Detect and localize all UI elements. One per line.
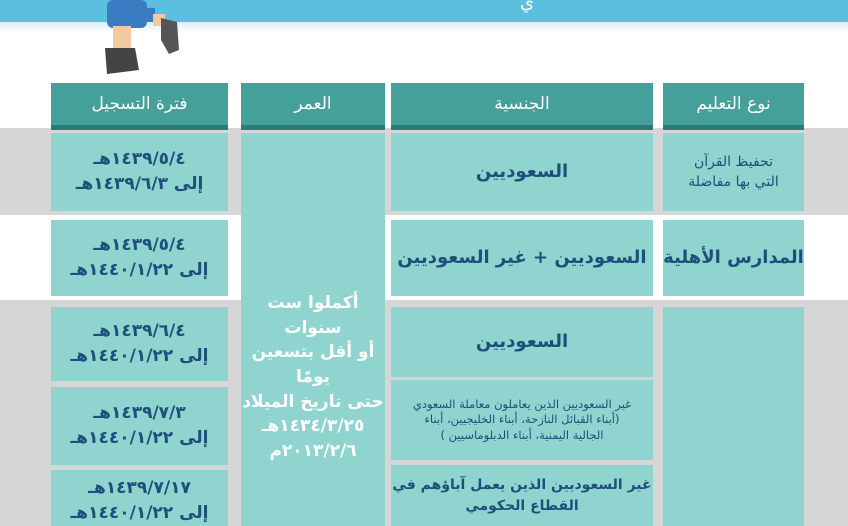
row4-nationality — [391, 380, 653, 460]
row2-nationality: السعوديين + غير السعوديين — [391, 220, 653, 296]
age-line3: أو أقل بتسعين — [251, 342, 375, 363]
mascot-illustration — [95, 0, 195, 80]
header-age: العمر — [241, 83, 385, 125]
age-line4: يومًا — [296, 366, 330, 387]
age-line5: حتى تاريخ الميلاد — [242, 391, 384, 412]
row5-nat-line1: غير السعوديين الذين يعمل آباؤهم في — [392, 477, 652, 494]
row1-period-to: إلى ١٤٣٩/٦/٣هـ — [75, 174, 204, 194]
row5-nationality — [391, 465, 653, 526]
rows3-5-education-type — [663, 307, 804, 526]
row5-period-to: إلى ١٤٤٠/١/٢٢هـ — [70, 502, 209, 523]
row3-nationality: السعوديين — [391, 307, 653, 377]
row4-period-to: إلى ١٤٤٠/١/٢٢هـ — [70, 428, 209, 448]
banner-text: ي — [520, 0, 535, 13]
row2-education-type: المدارس الأهلية — [663, 220, 804, 296]
row3-period-to: إلى ١٤٤٠/١/٢٢هـ — [70, 346, 209, 366]
header-nationality: الجنسية — [391, 83, 653, 125]
row5-period — [51, 470, 228, 526]
row5-nat-line2: القطاع الحكومي — [465, 497, 579, 514]
row4-period-from: ١٤٣٩/٧/٣هـ — [93, 403, 186, 424]
row1-education-type — [663, 133, 804, 211]
row4-nat-line3: الجالية اليمنية، أبناء الدبلوماسيين ) — [440, 427, 604, 442]
row1-period — [51, 133, 228, 211]
row3-period-from: ١٤٣٩/٦/٤هـ — [93, 321, 186, 342]
age-line7: ٢٠١٣/٢/٦م — [269, 440, 357, 461]
age-line6: ١٤٣٤/٣/٢٥هـ — [261, 416, 365, 437]
row3-period — [51, 307, 228, 381]
row4-nat-line1: غير السعوديين الذين يعاملون معاملة السعودي — [412, 396, 632, 411]
row1-type-line2: التي بها مفاضلة — [688, 174, 779, 190]
row1-nationality: السعوديين — [391, 133, 653, 211]
row4-nat-line2: (أبناء القبائل النازحة، أبناء الخليجيين، أبناء — [424, 412, 620, 427]
row4-period — [51, 387, 228, 465]
header-education-type: نوع التعليم — [663, 83, 804, 125]
row2-period-to: إلى ١٤٤٠/١/٢٢هـ — [70, 260, 209, 280]
row2-period-from: ١٤٣٩/٥/٤هـ — [93, 235, 186, 256]
row1-type-line1: تحفيظ القرآن — [693, 153, 774, 170]
row2-period — [51, 220, 228, 296]
header-period: فترة التسجيل — [51, 83, 228, 125]
row5-period-from: ١٤٣٩/٧/١٧هـ — [88, 478, 191, 498]
age-line1: أكملوا ست — [267, 293, 359, 313]
row1-period-from: ١٤٣٩/٥/٤هـ — [93, 149, 186, 170]
age-cell — [241, 133, 385, 526]
age-line2: سنوات — [284, 317, 342, 338]
